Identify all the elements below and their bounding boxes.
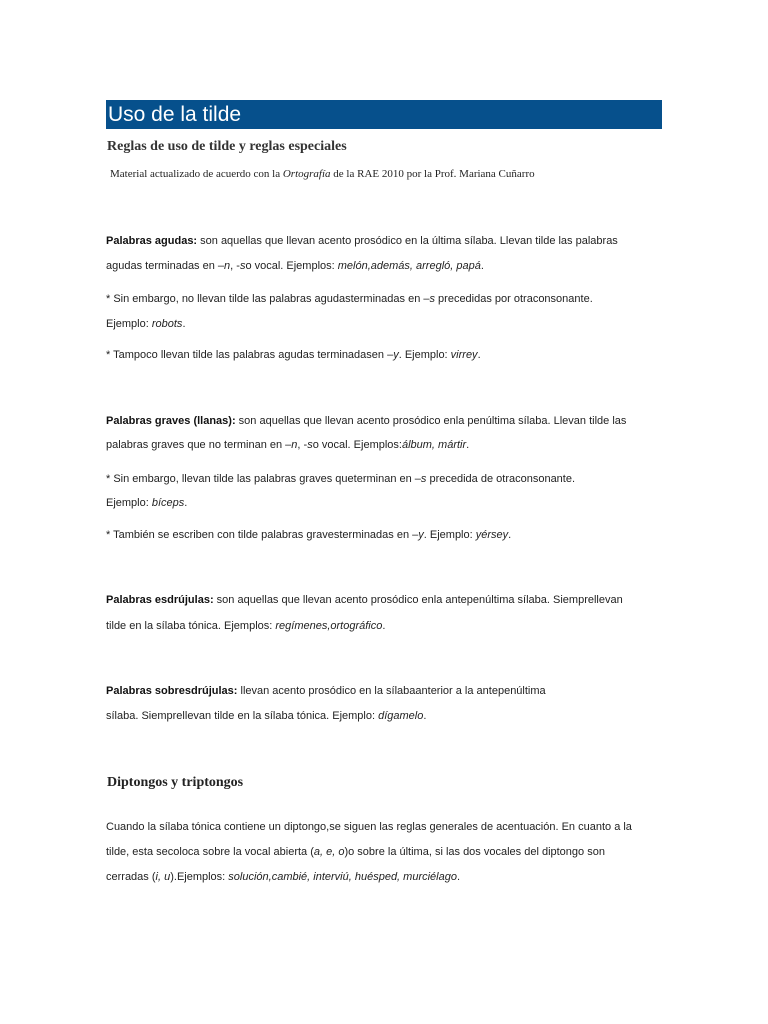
graves-note1-b: precedida de otraconsonante. (426, 473, 576, 485)
agudas-note1-example: robots (151, 318, 183, 330)
agudas-note2-example: virrey (450, 349, 478, 361)
diptongos-heading: Diptongos y triptongos (107, 775, 244, 790)
page-title: Uso de la tilde (106, 100, 662, 129)
diptongos-line2-b: )o sobre la última, si las dos vocales del diptongo son (344, 846, 605, 858)
graves-n: n (291, 439, 298, 451)
graves-note1-a: * Sin embargo, llevan tilde las palabras graves queterminan en – (106, 473, 421, 485)
diptongos-line-2 (106, 846, 605, 858)
subtitle: Reglas de uso de tilde y reglas especiales (107, 139, 347, 154)
esdrujulas-text: son aquellas que llevan acento prosódico enla antepenúltima sílaba. Siemprellevan (213, 594, 623, 606)
material-book: Ortografía (282, 168, 331, 180)
graves-sep: , - (297, 439, 308, 451)
agudas-note1-line-1 (106, 293, 593, 305)
esdrujulas-label: Palabras esdrújulas: (106, 594, 214, 606)
graves-note1-line-1 (106, 473, 575, 485)
graves-note1-s: s (420, 473, 427, 485)
esdrujulas-paragraph-line-1 (106, 594, 623, 606)
diptongos-line-1: Cuando la sílaba tónica contiene un diptongo,se siguen las reglas generales de acentuación. En cuanto a la (106, 821, 632, 833)
material-prefix: Material actualizado de acuerdo con la (110, 168, 283, 180)
sobresdrujulas-paragraph-line-1 (106, 685, 546, 697)
diptongos-open-vowels: a, e, o (313, 846, 345, 858)
diptongos-line3-b: ).Ejemplos: (170, 871, 229, 883)
graves-note2-y: y (418, 529, 424, 541)
graves-note1-example: bíceps (151, 497, 185, 509)
agudas-s: s (239, 260, 246, 272)
material-suffix: de la RAE 2010 por la Prof. Mariana Cuñarro (330, 168, 535, 180)
agudas-note1-end: . (182, 318, 186, 330)
sobresdrujulas-line2-text: sílaba. Siemprellevan tilde en la sílaba tónica. Ejemplo: (106, 710, 379, 722)
graves-paragraph-line-2 (106, 439, 469, 451)
sobresdrujulas-ex-end: . (423, 710, 427, 722)
sobresdrujulas-examples: dígamelo (378, 710, 424, 722)
graves-line2-text: palabras graves que no terminan en – (106, 439, 292, 451)
esdrujulas-ex-end: . (382, 620, 386, 632)
agudas-n: n (224, 260, 231, 272)
sobresdrujulas-text: llevan acento prosódico en la sílabaanterior a la antepenúltima (237, 685, 546, 697)
agudas-examples: melón,además, arregló, papá (337, 260, 481, 272)
agudas-paragraph-line-2 (106, 260, 484, 272)
graves-note1-end: . (184, 497, 188, 509)
agudas-note2 (106, 349, 481, 361)
graves-examples: álbum, mártir (401, 439, 467, 451)
esdrujulas-paragraph-line-2 (106, 620, 385, 632)
graves-note2-b: . Ejemplo: (423, 529, 476, 541)
agudas-note1-ejemplo: Ejemplo: (106, 318, 152, 330)
sobresdrujulas-paragraph-line-2 (106, 710, 426, 722)
agudas-note2-end: . (477, 349, 481, 361)
diptongos-closed-vowels: i, u (155, 871, 171, 883)
agudas-label: Palabras agudas: (106, 235, 198, 247)
agudas-sep: , - (230, 260, 240, 272)
material-credit (110, 168, 535, 180)
graves-note2-end: . (508, 529, 512, 541)
agudas-note2-b: . Ejemplo: (398, 349, 451, 361)
graves-note2-a: * También se escriben con tilde palabras gravesterminadas en – (106, 529, 419, 541)
agudas-note1-line-2 (106, 318, 186, 330)
agudas-ex-end: . (480, 260, 484, 272)
graves-note1-line-2 (106, 497, 187, 509)
agudas-note1-b: precedidas por otraconsonante. (434, 293, 593, 305)
graves-note2-example: yérsey (475, 529, 509, 541)
agudas-note1-s: s (429, 293, 435, 305)
graves-paragraph-line-1 (106, 415, 626, 427)
graves-s: s (307, 439, 313, 451)
agudas-note2-a: * Tampoco llevan tilde las palabras agudas terminadasen – (106, 349, 394, 361)
agudas-note1-a: * Sin embargo, no llevan tilde las palabras agudasterminadas en – (106, 293, 430, 305)
diptongos-examples: solución,cambié, interviú, huésped, murciélago (228, 871, 457, 883)
graves-line2-rest: o vocal. Ejemplos: (312, 439, 402, 451)
agudas-text: son aquellas que llevan acento prosódico en la última sílaba. Llevan tilde las palabras (197, 235, 618, 247)
agudas-note2-y: y (393, 349, 399, 361)
agudas-line2-rest: o vocal. Ejemplos: (245, 260, 338, 272)
diptongos-ex-end: . (456, 871, 461, 883)
graves-text: son aquellas que llevan acento prosódico enla penúltima sílaba. Llevan tilde las (235, 415, 627, 427)
diptongos-line-3 (106, 871, 460, 883)
graves-note2 (106, 529, 511, 541)
esdrujulas-examples: regímenes,ortográfico (275, 620, 383, 632)
diptongos-line3-a: cerradas ( (106, 871, 156, 883)
graves-label: Palabras graves (llanas): (106, 415, 236, 427)
diptongos-line2-a: tilde, esta secoloca sobre la vocal abierta ( (106, 846, 314, 858)
graves-note1-ejemplo: Ejemplo: (106, 497, 152, 509)
graves-ex-end: . (466, 439, 470, 451)
esdrujulas-line2-text: tilde en la sílaba tónica. Ejemplos: (106, 620, 276, 632)
sobresdrujulas-label: Palabras sobresdrújulas: (106, 685, 238, 697)
agudas-paragraph-line-1 (106, 235, 618, 247)
agudas-line2-text: agudas terminadas en – (106, 260, 225, 272)
